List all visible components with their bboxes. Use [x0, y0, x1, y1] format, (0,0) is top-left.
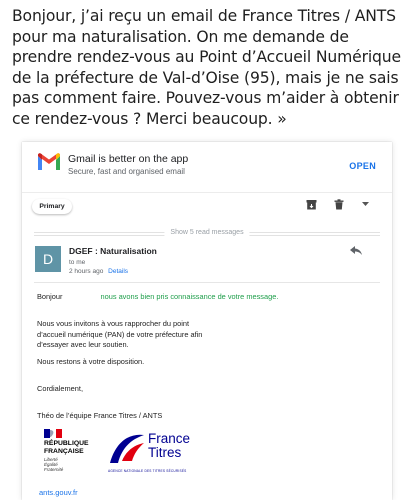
banner-title: Gmail is better on the app [68, 153, 189, 165]
ft-line2: Titres [148, 445, 182, 460]
greeting-rest: nous avons bien pris connaissance de votre message. [100, 292, 279, 301]
question-text: Bonjour, j’ai reçu un email de France Titres / ANTS pour ma naturalisation. On me demande de prendre rendez-vous au Point d’Accueil Numérique de la préfecture de Val-d’Oise (95), mais je ne sais pas comment faire. Pouvez-vous m’aider à obtenir ce rendez-vous ? Merci beaucoup. » [12, 7, 401, 128]
ft-tagline: AGENCE NATIONALE DES TITRES SÉCURISÉS [108, 469, 187, 473]
show-read-messages[interactable] [22, 226, 392, 240]
more-options-icon[interactable] [362, 202, 369, 206]
primary-label-chip[interactable]: Primary [32, 199, 72, 214]
mail-toolbar [22, 192, 392, 216]
recipient-line: to me [69, 259, 86, 266]
email-screenshot [22, 142, 392, 500]
ft-line1: France [148, 431, 191, 446]
body-paragraph-1: Nous vous invitons à vous rapprocher du point d’accueil numérique (PAN) de votre préfecture afin d’essayer avec leur soutien. [37, 319, 203, 349]
delete-icon[interactable] [334, 199, 344, 210]
body-paragraph-2: Nous restons à votre disposition. [37, 357, 145, 366]
greeting-line [37, 292, 278, 303]
banner-subtitle: Secure, fast and organised email [68, 167, 185, 176]
archive-icon[interactable] [306, 199, 317, 210]
body-paragraph-3: Cordialement, [37, 384, 84, 393]
sender-name: DGEF : Naturalisation [69, 246, 157, 256]
header-divider [34, 282, 380, 283]
sender-avatar: D [35, 246, 61, 272]
france-titres-swoosh-icon [108, 431, 146, 465]
france-titres-logo [108, 429, 208, 475]
rf-motto: Liberté Égalité Fraternité [44, 457, 64, 472]
app-banner [22, 142, 392, 186]
marianne-flag-icon [44, 429, 62, 438]
show-read-label: Show 5 read messages [164, 226, 249, 240]
message-meta [69, 268, 128, 275]
details-link[interactable]: Details [108, 268, 129, 275]
ants-site-link[interactable]: ants.gouv.fr [39, 488, 78, 497]
message-time: 2 hours ago [69, 268, 104, 275]
greeting: Bonjour [37, 292, 63, 301]
gmail-logo-icon [37, 153, 61, 171]
signature: Théo de l’équipe France Titres / ANTS [37, 411, 163, 420]
reply-icon[interactable] [350, 246, 362, 255]
rf-name: RÉPUBLIQUE FRANÇAISE [44, 440, 89, 455]
open-app-button[interactable]: OPEN [349, 161, 376, 171]
